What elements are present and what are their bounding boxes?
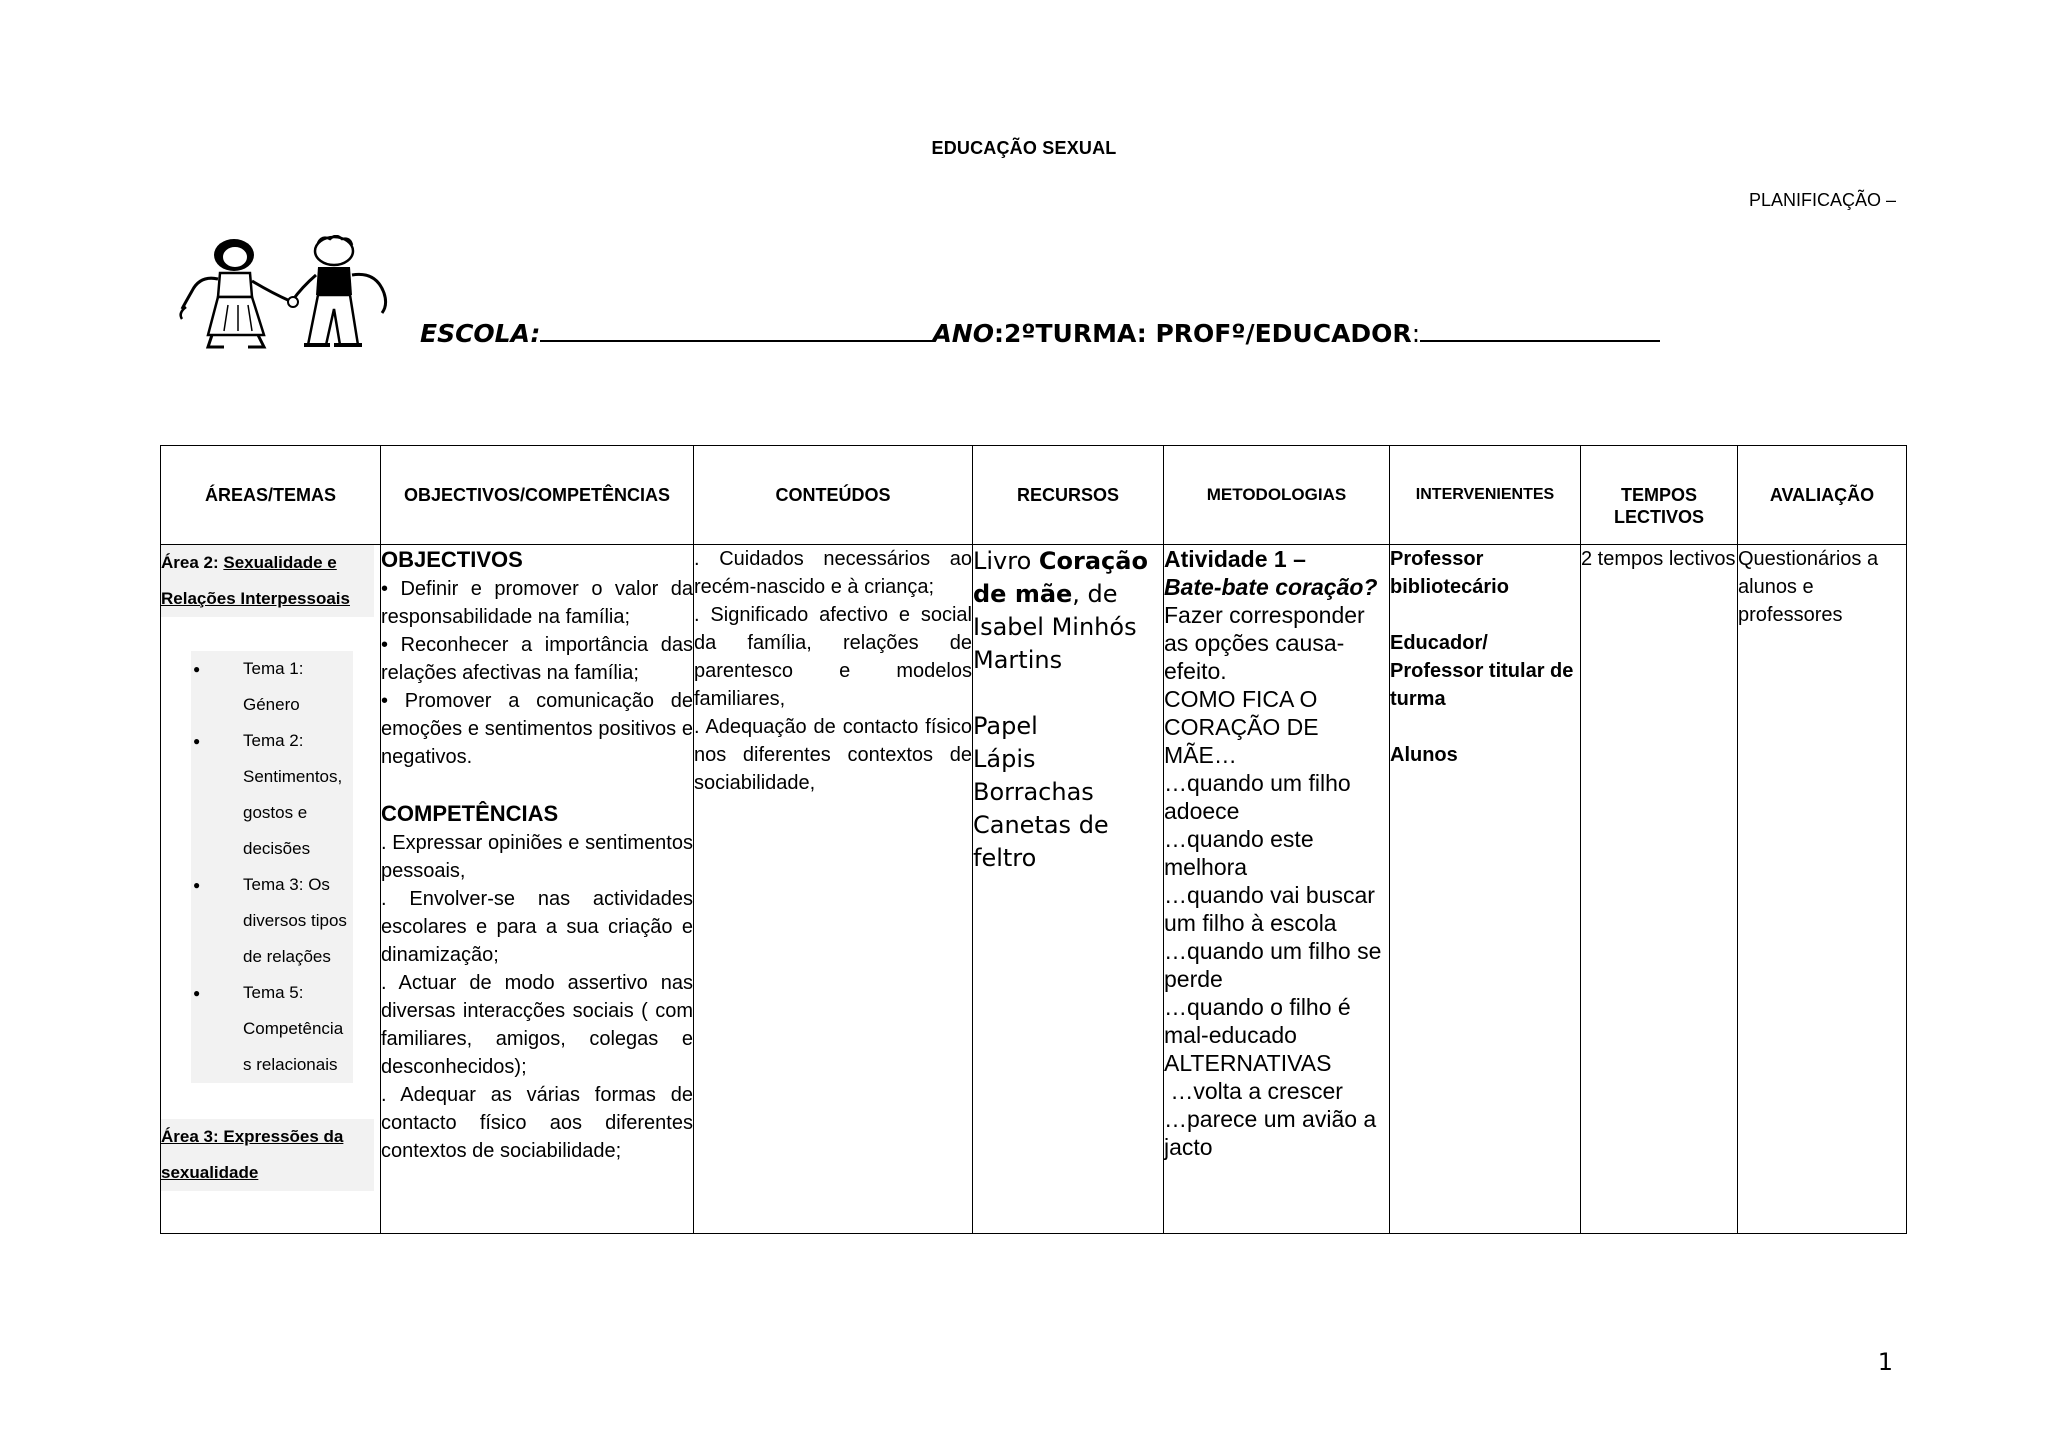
contents-cell	[694, 545, 973, 1234]
page-number: 1	[1877, 1348, 1893, 1376]
book-reference: Livro Coração de mãe, de Isabel Minhós Martins	[973, 547, 1148, 674]
school-info-line	[420, 318, 1660, 348]
planning-label: PLANIFICAÇÃO –	[1748, 190, 1896, 210]
method-line: Fazer corresponder as opções causa-efeito.	[1164, 602, 1365, 684]
participants-cell	[1390, 545, 1581, 1234]
themes-list	[191, 651, 353, 1083]
header-areas: ÁREAS/TEMAS	[161, 446, 381, 545]
header-evaluation: AVALIAÇÃO	[1738, 446, 1907, 545]
participant-item: Alunos	[1390, 744, 1458, 766]
theme-item: ● Tema 2: Sentimentos, gostos e decisões	[191, 723, 353, 867]
method-line: …quando o filho é mal-educado	[1164, 994, 1351, 1048]
theme-item: ● Tema 5: Competência s relacionais	[191, 975, 353, 1083]
content-item: . Significado afectivo e social da família, relações de parentesco e modelos familiares,	[694, 604, 972, 710]
header-methodologies: METODOLOGIAS	[1164, 446, 1390, 545]
theme-item: ● Tema 1: Género	[191, 651, 353, 723]
method-line: …quando um filho se perde	[1164, 938, 1382, 992]
year-value: :2º	[993, 319, 1036, 348]
two-children-holding-hands-drawing-icon	[172, 235, 422, 350]
participant-item: Professor bibliotecário	[1390, 548, 1509, 598]
class-colon: :	[1411, 319, 1421, 348]
area-2-title: Área 2: Sexualidade e Relações Interpessoais	[161, 545, 374, 617]
table-header-row	[161, 446, 1907, 545]
class-label: TURMA: PROFº/EDUCADOR	[1035, 319, 1412, 348]
competency-item: . Expressar opiniões e sentimentos pessoais,	[381, 832, 693, 882]
resources-cell	[973, 545, 1164, 1234]
material-item: Canetas de feltro	[973, 811, 1109, 872]
competency-item: . Actuar de modo assertivo nas diversas interacções sociais ( com familiares, amigos, colegas e desconhecidos);	[381, 972, 693, 1078]
competency-item: . Adequar as várias formas de contacto físico aos diferentes contextos de sociabilidade;	[381, 1084, 693, 1162]
time-cell: 2 tempos lectivos	[1581, 545, 1738, 1234]
competency-item: . Envolver-se nas actividades escolares e para a sua criação e dinamização;	[381, 888, 693, 966]
method-line: …quando este melhora	[1164, 826, 1314, 880]
method-line: …parece um avião a jacto	[1164, 1106, 1377, 1160]
areas-cell	[161, 545, 381, 1234]
header-objectives: OBJECTIVOS/COMPETÊNCIAS	[381, 446, 694, 545]
material-item: Papel	[973, 712, 1038, 740]
header-time: TEMPOS LECTIVOS	[1581, 446, 1738, 545]
theme-item: ● Tema 3: Os diversos tipos de relações	[191, 867, 353, 975]
objectives-heading: OBJECTIVOS	[381, 547, 523, 572]
competencies-heading: COMPETÊNCIAS	[381, 801, 559, 826]
planning-table	[160, 445, 1907, 1234]
material-item: Borrachas	[973, 778, 1094, 806]
school-blank	[540, 318, 932, 342]
school-label: ESCOLA:	[420, 319, 541, 348]
methodologies-cell	[1164, 545, 1390, 1234]
content-item: . Cuidados necessários ao recém-nascido e à criança;	[694, 548, 972, 598]
method-line: …volta a crescer	[1164, 1078, 1343, 1104]
spacer	[381, 771, 693, 799]
method-line: COMO FICA O CORAÇÃO DE MÃE…	[1164, 686, 1319, 768]
header-participants: INTERVENIENTES	[1390, 446, 1581, 545]
area-3-title: Área 3: Expressões da sexualidade	[161, 1119, 374, 1191]
method-line: …quando um filho adoece	[1164, 770, 1351, 824]
activity-label: Atividade 1 –	[1164, 546, 1306, 572]
header-contents: CONTEÚDOS	[694, 446, 973, 545]
objective-item: • Definir e promover o valor da responsabilidade na família;	[381, 578, 693, 628]
content-item: . Adequação de contacto físico nos diferentes contextos de sociabilidade,	[694, 716, 972, 794]
objective-item: • Promover a comunicação de emoções e sentimentos positivos e negativos.	[381, 690, 693, 768]
document-title: EDUCAÇÃO SEXUAL	[931, 138, 1117, 158]
objective-item: • Reconhecer a importância das relações afectivas na família;	[381, 634, 693, 684]
method-line: ALTERNATIVAS	[1164, 1050, 1332, 1076]
table-row	[161, 545, 1907, 1234]
material-item: Lápis	[973, 745, 1036, 773]
activity-title: Bate-bate coração?	[1164, 574, 1378, 600]
evaluation-cell: Questionários a alunos e professores	[1738, 545, 1907, 1234]
participant-item: Educador/ Professor titular de turma	[1390, 632, 1574, 710]
objectives-cell	[381, 545, 694, 1234]
method-line: …quando vai buscar um filho à escola	[1164, 882, 1375, 936]
year-label: ANO	[932, 319, 994, 348]
header-resources: RECURSOS	[973, 446, 1164, 545]
teacher-blank	[1420, 318, 1660, 342]
